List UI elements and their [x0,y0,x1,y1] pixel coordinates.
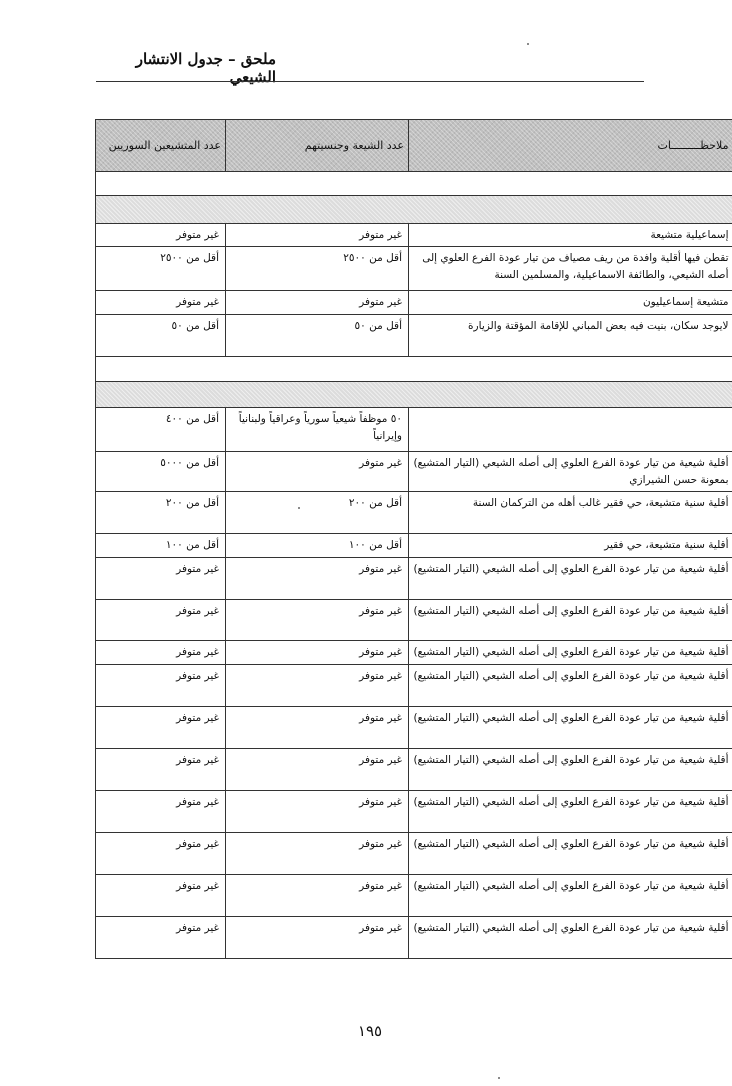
shia-count-cell: غير متوفر [226,749,409,791]
notes-cell: أقلية شيعية من تيار عودة الفرع العلوي إلى أصله الشيعي (التيار المتشيع) [409,707,732,749]
table-row [96,558,732,600]
syrian-count-cell: أقل من ٢٥٠٠ [96,247,226,291]
section-band-row [96,196,732,224]
notes-cell: تقطن فيها أقلية وافدة من ريف مصياف من تيار عودة الفرع العلوي إلى أصله الشيعي، والطائفة الاسماعيلية، والمسلمين السنة [409,247,732,291]
shia-count-cell: أقل من ١٠٠ [226,534,409,558]
shia-count-cell: غير متوفر [226,791,409,833]
table-row [96,641,732,665]
notes-cell: لايوجد سكان، بنيت فيه بعض المباني للإقامة المؤقتة والزيارة [409,315,732,357]
notes-cell: أقلية شيعية من تيار عودة الفرع العلوي إلى أصله الشيعي (التيار المتشيع) [409,558,732,600]
notes-cell [409,408,732,452]
blank-row [96,357,732,382]
shia-count-cell: ٥٠ موظفاً شيعياً سورياً وعراقياً ولبنانياً وإيرانياً [226,408,409,452]
page-header-title: ملحق – جدول الانتشار الشيعي [135,50,276,86]
shia-count-cell: غير متوفر [226,707,409,749]
shia-distribution-table [95,119,732,959]
syrian-count-cell: أقل من ٤٠٠ [96,408,226,452]
table-row [96,408,732,452]
table-row [96,707,732,749]
table-row [96,315,732,357]
notes-cell: أقلية شيعية من تيار عودة الفرع العلوي إلى أصله الشيعي (التيار المتشيع) [409,641,732,665]
syrian-count-cell: أقل من ٥٠ [96,315,226,357]
table-row [96,600,732,641]
notes-cell: أقلية شيعية من تيار عودة الفرع العلوي إلى أصله الشيعي (التيار المتشيع) [409,600,732,641]
table-row [96,791,732,833]
notes-cell: أقلية شيعية من تيار عودة الفرع العلوي إلى أصله الشيعي (التيار المتشيع) [409,665,732,707]
header-rule [96,81,644,82]
shia-count-cell: غير متوفر [226,224,409,247]
syrian-count-cell: غير متوفر [96,291,226,315]
scan-speck [527,43,529,45]
table-row [96,665,732,707]
notes-cell: أقلية شيعية من تيار عودة الفرع العلوي إلى أصله الشيعي (التيار المتشيع) بمعونة حسن الشيرازي [409,452,732,492]
col-header-notes: ملاحظـــــــــات [409,120,732,172]
syrian-count-cell: غير متوفر [96,641,226,665]
shia-count-cell: غير متوفر [226,291,409,315]
notes-cell: أقلية سنية متشيعة، حي فقير غالب أهله من التركمان السنة [409,492,732,534]
syrian-count-cell: غير متوفر [96,600,226,641]
notes-cell: أقلية سنية متشيعة، حي فقير [409,534,732,558]
notes-cell: أقلية شيعية من تيار عودة الفرع العلوي إلى أصله الشيعي (التيار المتشيع) [409,791,732,833]
syrian-count-cell: غير متوفر [96,749,226,791]
shia-count-cell: غير متوفر [226,600,409,641]
shia-count-cell: غير متوفر [226,833,409,875]
table-row [96,224,732,247]
notes-cell: أقلية شيعية من تيار عودة الفرع العلوي إلى أصله الشيعي (التيار المتشيع) [409,749,732,791]
col-header-syrian-shia-count: عدد المتشيعين السوريين [96,120,226,172]
scan-speck [498,1077,500,1079]
notes-cell: متشيعة إسماعيليون [409,291,732,315]
syrian-count-cell: غير متوفر [96,875,226,917]
shia-count-cell: غير متوفر [226,641,409,665]
syrian-count-cell: أقل من ٥٠٠٠ [96,452,226,492]
table-row [96,749,732,791]
syrian-count-cell: غير متوفر [96,707,226,749]
shia-count-cell: غير متوفر [226,452,409,492]
scan-speck [298,507,300,509]
shia-count-cell: غير متوفر [226,875,409,917]
syrian-count-cell: غير متوفر [96,224,226,247]
table-row [96,917,732,959]
table-row [96,291,732,315]
table-header-row [96,120,732,172]
shia-count-cell: أقل من ٥٠ [226,315,409,357]
syrian-count-cell: أقل من ٢٠٠ [96,492,226,534]
syrian-count-cell: غير متوفر [96,558,226,600]
syrian-count-cell: غير متوفر [96,833,226,875]
page-number: ١٩٥ [357,1022,383,1040]
shia-count-cell: غير متوفر [226,665,409,707]
shia-count-cell: غير متوفر [226,558,409,600]
shia-count-cell: غير متوفر [226,917,409,959]
table-row [96,247,732,291]
notes-cell: أقلية شيعية من تيار عودة الفرع العلوي إلى أصله الشيعي (التيار المتشيع) [409,833,732,875]
col-header-shia-count: عدد الشيعة وجنسيتهم [226,120,409,172]
table-row [96,833,732,875]
table-row [96,452,732,492]
shia-count-cell: أقل من ٢٥٠٠ [226,247,409,291]
blank-row [96,172,732,196]
notes-cell: أقلية شيعية من تيار عودة الفرع العلوي إلى أصله الشيعي (التيار المتشيع) [409,875,732,917]
syrian-count-cell: غير متوفر [96,665,226,707]
shia-count-cell: أقل من ٢٠٠ [226,492,409,534]
section-band-row [96,382,732,408]
notes-cell: إسماعيلية متشيعة [409,224,732,247]
table-row [96,534,732,558]
syrian-count-cell: أقل من ١٠٠ [96,534,226,558]
syrian-count-cell: غير متوفر [96,917,226,959]
table-row [96,492,732,534]
table-row [96,875,732,917]
notes-cell: أقلية شيعية من تيار عودة الفرع العلوي إلى أصله الشيعي (التيار المتشيع) [409,917,732,959]
syrian-count-cell: غير متوفر [96,791,226,833]
